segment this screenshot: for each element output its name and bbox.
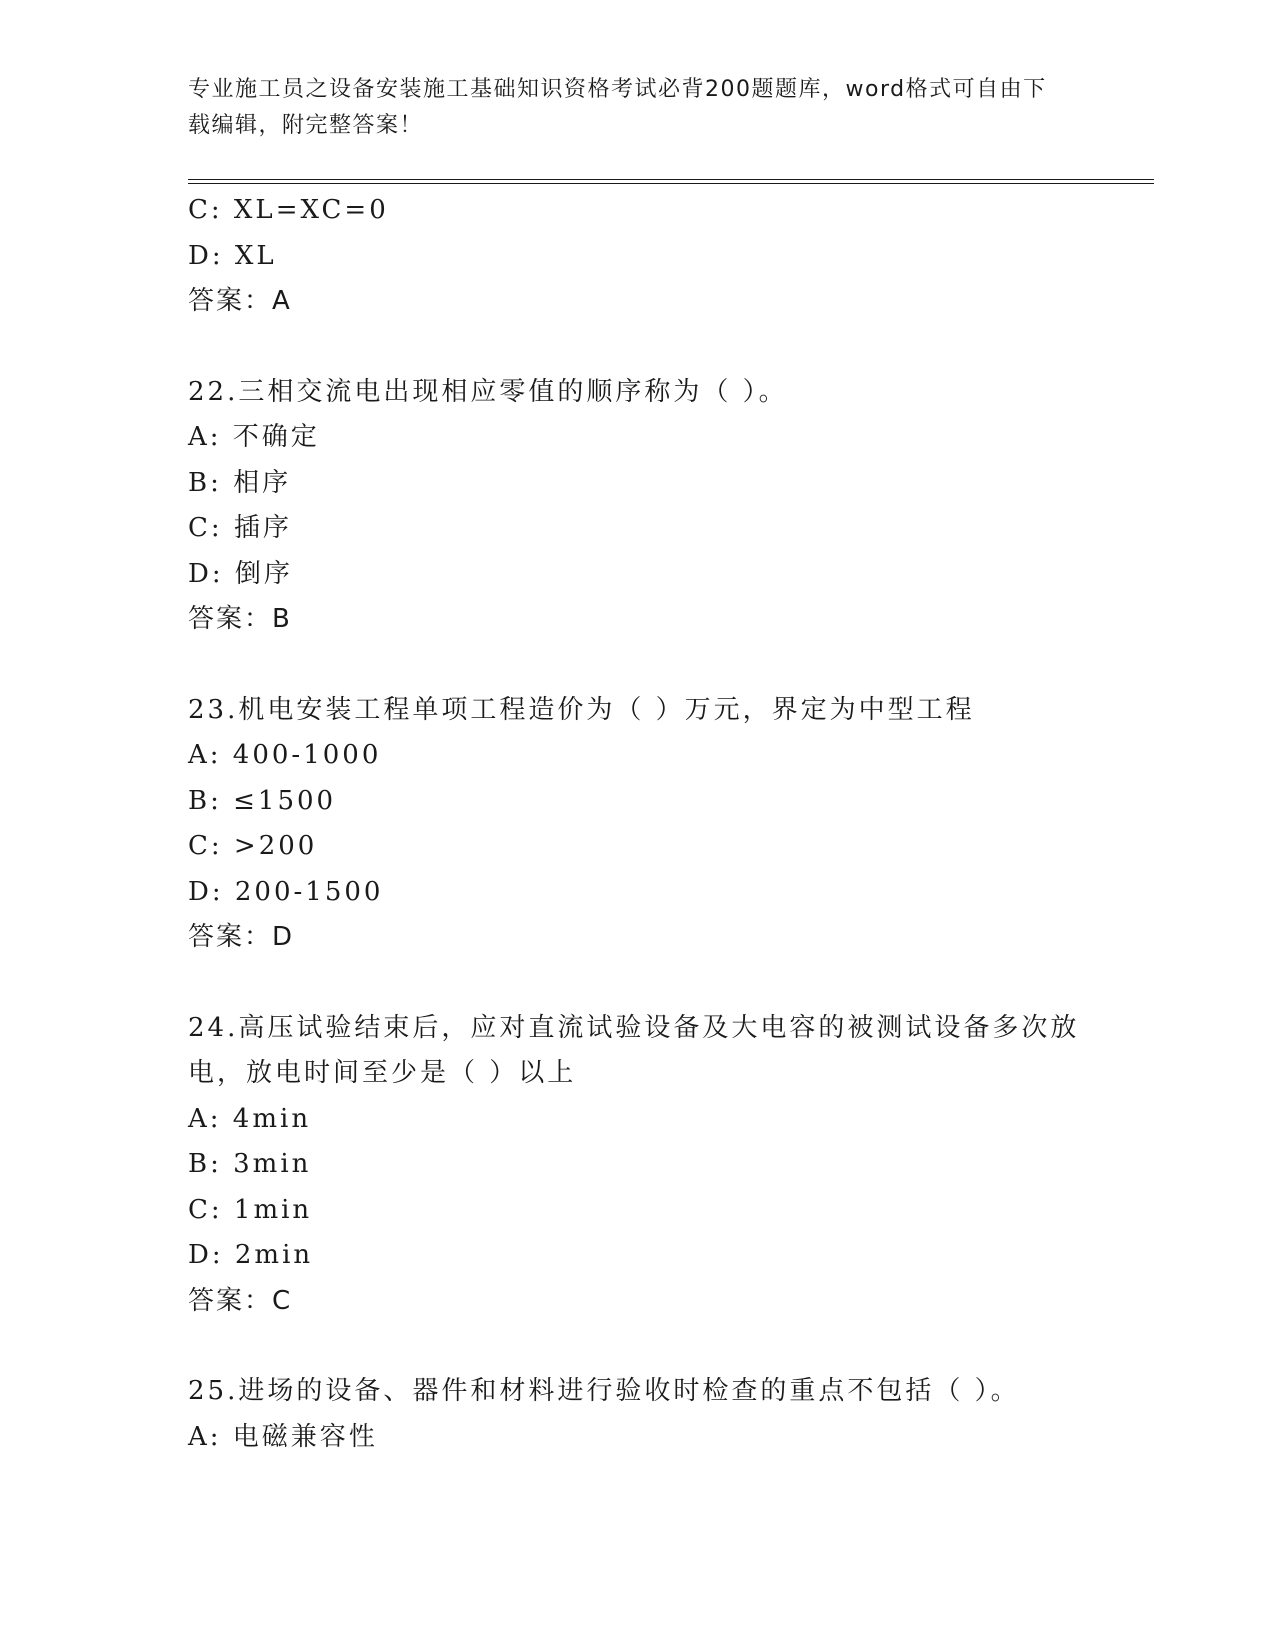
option-a: A: 4min bbox=[188, 1103, 312, 1134]
option-d: D: 倒序 bbox=[188, 558, 293, 589]
option-b: B: 相序 bbox=[188, 467, 292, 498]
question-list bbox=[188, 188, 1088, 1460]
option-a: A: 不确定 bbox=[188, 422, 320, 452]
document-header bbox=[188, 72, 1068, 144]
option-a: A: 电磁兼容性 bbox=[188, 1421, 378, 1452]
spacer bbox=[188, 325, 1088, 370]
question-block-24 bbox=[188, 1006, 1088, 1325]
question-block-23 bbox=[188, 688, 1088, 961]
question-text: 25.进场的设备、器件和材料进行验收时检查的重点不包括（ ）。 bbox=[188, 1376, 1020, 1406]
question-block-22 bbox=[188, 370, 1088, 643]
option-d: D: XL bbox=[188, 240, 277, 271]
question-block-21 bbox=[188, 188, 1088, 325]
answer-line: 答案：A bbox=[188, 286, 292, 316]
question-block-25 bbox=[188, 1369, 1088, 1460]
question-text: 22.三相交流电出现相应零值的顺序称为（ ）。 bbox=[188, 376, 788, 407]
spacer bbox=[188, 1324, 1088, 1369]
option-c: C: XL=XC=0 bbox=[188, 195, 389, 225]
answer-line: 答案：B bbox=[188, 604, 292, 634]
option-c: C: 插序 bbox=[188, 513, 292, 543]
spacer bbox=[188, 961, 1088, 1006]
answer-line: 答案：D bbox=[188, 922, 295, 952]
option-d: D: 200-1500 bbox=[188, 876, 384, 907]
answer-line: 答案：C bbox=[188, 1285, 293, 1316]
question-text: 23.机电安装工程单项工程造价为（ ）万元，界定为中型工程 bbox=[188, 694, 975, 725]
question-text: 24.高压试验结束后，应对直流试验设备及大电容的被测试设备多次放电，放电时间至少是（ ）以上 bbox=[188, 1012, 1080, 1088]
spacer bbox=[188, 643, 1088, 688]
option-c: C: >200 bbox=[188, 831, 318, 861]
option-b: B: ≤1500 bbox=[188, 785, 337, 816]
option-a: A: 400-1000 bbox=[188, 740, 382, 770]
option-d: D: 2min bbox=[188, 1240, 314, 1270]
option-c: C: 1min bbox=[188, 1194, 313, 1225]
option-b: B: 3min bbox=[188, 1149, 312, 1179]
header-divider bbox=[188, 179, 1154, 184]
header-title: 专业施工员之设备安装施工基础知识资格考试必背200题题库，word格式可自由下载编辑，附完整答案！ bbox=[188, 77, 1047, 138]
